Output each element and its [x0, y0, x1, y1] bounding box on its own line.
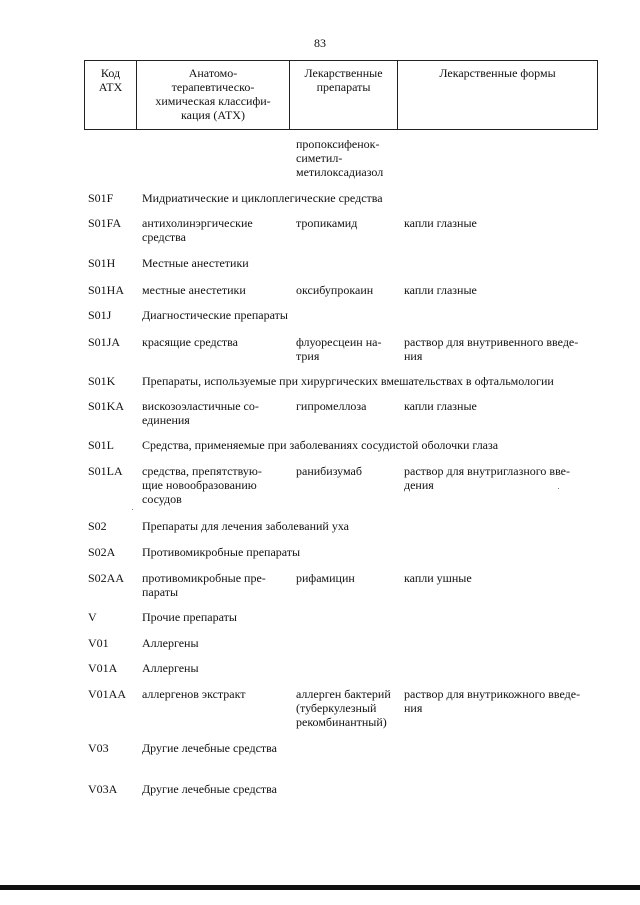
drug-name: тропикамид	[296, 216, 358, 230]
atx-classification: Прочие препараты	[142, 610, 237, 624]
dosage-form: капли глазные	[404, 216, 477, 230]
drug-name: оксибупрокаин	[296, 283, 374, 297]
drug-name: пропоксифенок- симетил- метилоксадиазол	[296, 137, 384, 179]
table-header	[84, 60, 598, 130]
header-drugs: Лекарственные препараты	[290, 61, 398, 129]
dosage-form: раствор для внутрикожного введе- ния	[404, 687, 581, 715]
header-atx: Анатомо- терапевтическо- химическая классифи- кация (АТХ)	[137, 61, 290, 129]
atx-code: S01F	[88, 191, 114, 205]
atx-code: S02AA	[88, 571, 125, 585]
atx-code: V03A	[88, 782, 118, 796]
atx-code: S01JA	[88, 335, 121, 349]
dosage-form: капли ушные	[404, 571, 472, 585]
dosage-form: раствор для внутриглазного вве- дения	[404, 464, 570, 492]
drug-name: гипромеллоза	[296, 399, 367, 413]
atx-classification: средства, препятствую- щие новообразованию сосудов	[142, 464, 262, 506]
atx-classification: Местные анестетики	[142, 256, 249, 270]
atx-code: S01K	[88, 374, 116, 388]
atx-code: S01J	[88, 308, 112, 322]
atx-code: S01KA	[88, 399, 125, 413]
atx-classification: Препараты, используемые при хирургических вмешательствах в офтальмологии	[142, 374, 554, 388]
atx-classification: красящие средства	[142, 335, 238, 349]
page-number: 83	[314, 36, 326, 50]
drug-name: ранибизумаб	[296, 464, 362, 478]
dosage-form: капли глазные	[404, 283, 477, 297]
atx-code: V01	[88, 636, 109, 650]
dosage-form: капли глазные	[404, 399, 477, 413]
atx-classification: Другие лечебные средства	[142, 741, 277, 755]
atx-classification: местные анестетики	[142, 283, 246, 297]
drug-name: рифамицин	[296, 571, 355, 585]
atx-classification: противомикробные пре- параты	[142, 571, 266, 599]
footer-rule	[0, 885, 640, 890]
atx-code: V03	[88, 741, 109, 755]
atx-classification: Мидриатические и циклоплегические средства	[142, 191, 383, 205]
atx-classification: Средства, применяемые при заболеваниях сосудистой оболочки глаза	[142, 438, 499, 452]
atx-code: S01H	[88, 256, 116, 270]
atx-classification: антихолинэргические средства	[142, 216, 253, 244]
scan-speck	[132, 509, 133, 510]
atx-code: S01FA	[88, 216, 122, 230]
drug-name: аллерген бактерий (туберкулезный рекомбинантный)	[296, 687, 391, 729]
atx-code: S01HA	[88, 283, 125, 297]
drug-name: флуоресцеин на- трия	[296, 335, 382, 363]
atx-classification: Противомикробные препараты	[142, 545, 301, 559]
atx-code: V01A	[88, 661, 118, 675]
atx-classification: Аллергены	[142, 661, 199, 675]
dosage-form: раствор для внутривенного введе- ния	[404, 335, 579, 363]
atx-classification: Препараты для лечения заболеваний уха	[142, 519, 350, 533]
atx-code: V01AA	[88, 687, 126, 701]
atx-code: S02	[88, 519, 107, 533]
atx-code: S01L	[88, 438, 115, 452]
atx-classification: Аллергены	[142, 636, 199, 650]
header-code: Код АТХ	[85, 61, 137, 129]
atx-code: S02A	[88, 545, 116, 559]
header-forms: Лекарственные формы	[439, 66, 556, 80]
atx-code: V	[88, 610, 97, 624]
atx-classification: Другие лечебные средства	[142, 782, 277, 796]
atx-classification: Диагностические препараты	[142, 308, 288, 322]
scan-speck	[558, 488, 559, 489]
atx-code: S01LA	[88, 464, 123, 478]
atx-classification: аллергенов экстракт	[142, 687, 246, 701]
atx-classification: вискозоэластичные со- единения	[142, 399, 259, 427]
